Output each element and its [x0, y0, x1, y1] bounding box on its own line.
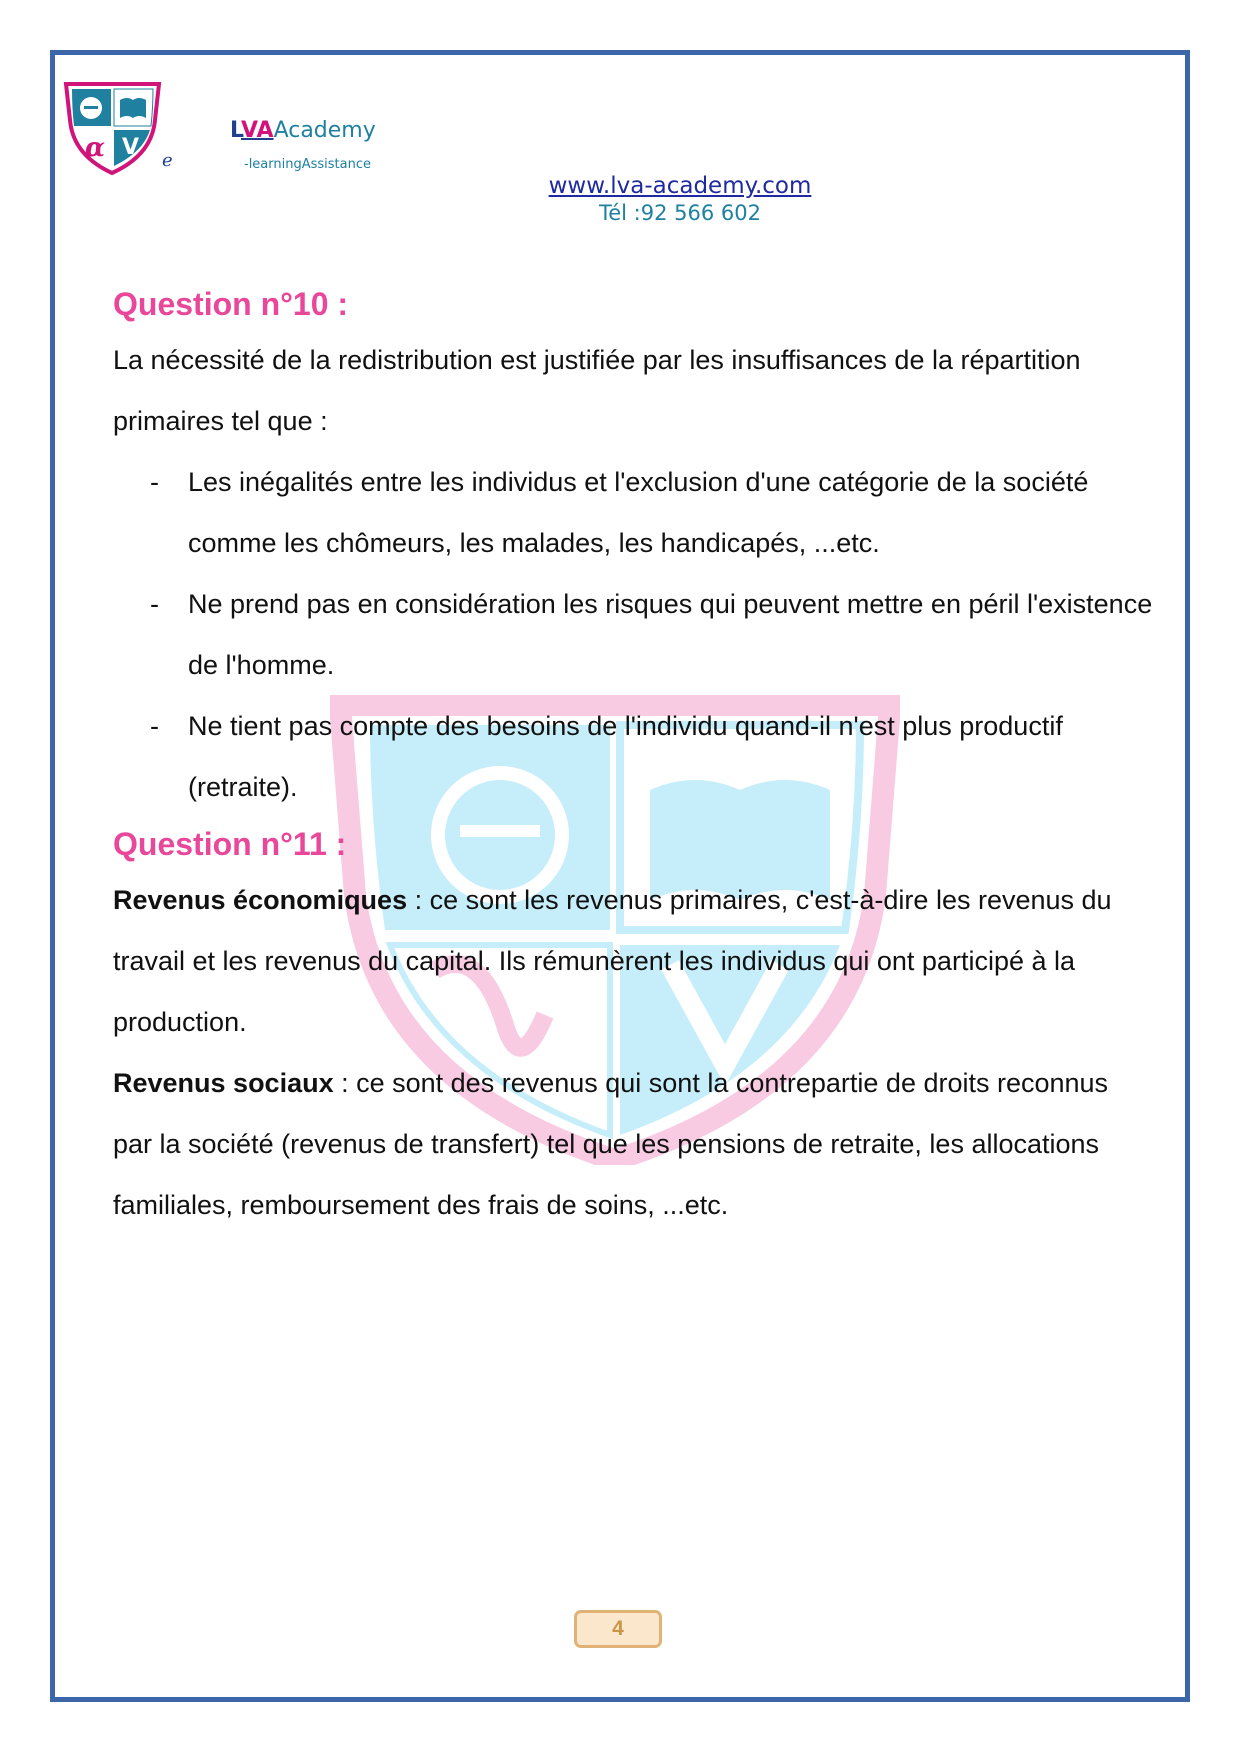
- list-item: [113, 452, 1153, 574]
- lva-academy-logo: [60, 80, 165, 176]
- bullet-dash: -: [150, 711, 159, 741]
- question-11-title: Question n°11 :: [113, 826, 347, 862]
- logo-e-letter: e: [162, 150, 173, 171]
- phone-number: Tél :92 566 602: [598, 201, 761, 225]
- social-revenue-term: Revenus sociaux: [113, 1068, 334, 1098]
- contact-block: [480, 172, 880, 226]
- list-item-text: Les inégalités entre les individus et l'exclusion d'une catégorie de la société comme les chômeurs, les malades, les handicapés, ...etc.: [188, 467, 1089, 558]
- list-item-text: Ne prend pas en considération les risques qui peuvent mettre en péril l'existence de l'homme.: [188, 589, 1153, 680]
- question-10-intro: La nécessité de la redistribution est justifiée par les insuffisances de la répartition primaires tel que :: [113, 345, 1081, 436]
- economic-revenue-paragraph: [113, 870, 1153, 1053]
- social-revenue-paragraph: [113, 1053, 1153, 1236]
- brand-l: L: [230, 118, 241, 143]
- list-item-text: Ne tient pas compte des besoins de l'individu quand-il n'est plus productif (retraite).: [188, 711, 1063, 802]
- list-item: [113, 574, 1153, 696]
- logo-alpha-glyph: α: [85, 133, 106, 163]
- social-revenue-text: : ce sont des revenus qui sont la contrepartie de droits reconnus par la société (revenus de transfert) tel que les pensions de retraite, les allocations familiales, remboursement des frais de soins, ...etc.: [113, 1068, 1109, 1220]
- website-link[interactable]: www.lva-academy.com: [548, 173, 812, 199]
- bullet-dash: -: [150, 467, 159, 497]
- brand-tagline: -learningAssistance: [244, 157, 371, 172]
- logo-v-glyph: V: [122, 135, 140, 160]
- page-content: [113, 278, 1153, 1236]
- brand-va: VA: [241, 118, 274, 143]
- bullet-dash: -: [150, 589, 159, 619]
- brand-name: [230, 120, 376, 142]
- question-10-bullet-list: [113, 452, 1153, 818]
- page-number-badge: 4: [574, 1610, 662, 1648]
- economic-revenue-text: : ce sont les revenus primaires, c'est-à-dire les revenus du travail et les revenus du capital. Ils rémunèrent les individus qui ont participé à la production.: [113, 885, 1112, 1037]
- question-10-title: Question n°10 :: [113, 286, 349, 322]
- brand-academy: Academy: [273, 118, 376, 143]
- economic-revenue-term: Revenus économiques: [113, 885, 408, 915]
- list-item: [113, 696, 1153, 818]
